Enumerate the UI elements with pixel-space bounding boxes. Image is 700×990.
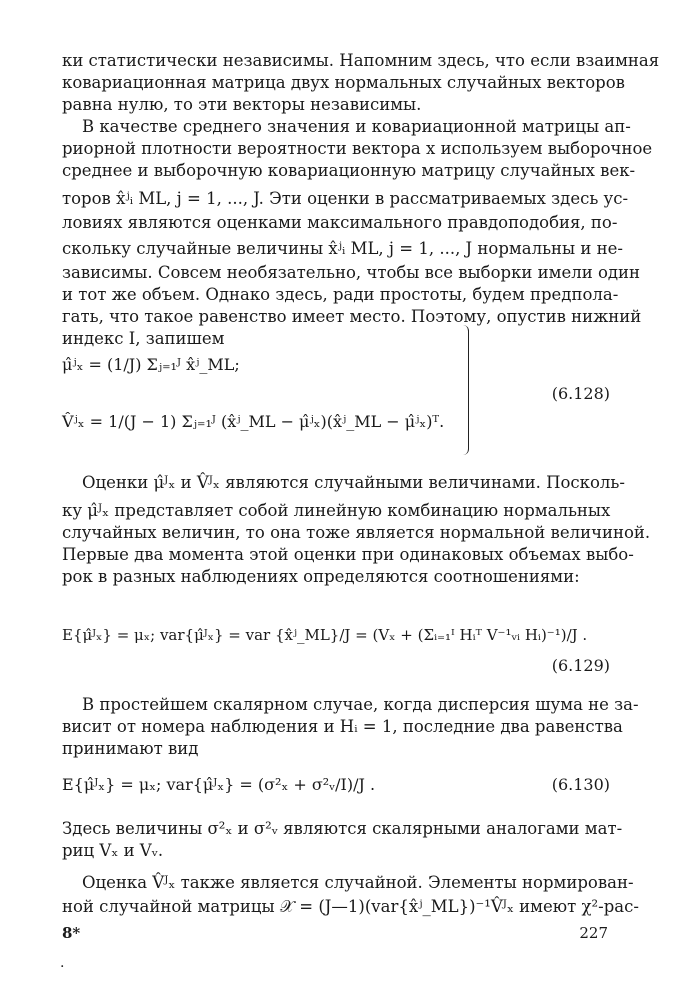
- text-line: индекс I, запишем: [62, 329, 225, 348]
- bottom-mark: .: [60, 955, 65, 971]
- equation-number: (6.130): [551, 775, 610, 794]
- text-line: риц Vₓ и Vᵥ.: [62, 841, 164, 860]
- page-number: 227: [579, 924, 608, 942]
- equation-6128-line1: μ̂ʲₓ = (1/J) Σⱼ₌₁ᴶ x̂ʲ_ML;: [62, 355, 240, 374]
- text-line: гать, что такое равенство имеет место. Поэтому, опустив нижний: [62, 307, 642, 326]
- text-line: и тот же объем. Однако здесь, ради простоты, будем предпола-: [62, 285, 619, 304]
- text-line: Первые два момента этой оценки при одинаковых объемах выбо-: [62, 545, 634, 564]
- equation-6130: E{μ̂ᴶₓ} = μₓ; var{μ̂ᴶₓ} = (σ²ₓ + σ²ᵥ/I)/J .: [62, 775, 376, 794]
- equation-number: (6.129): [551, 656, 610, 675]
- text-line: принимают вид: [62, 739, 199, 758]
- text-line: висит от номера наблюдения и Hᵢ = 1, последние два равенства: [62, 717, 623, 736]
- equation-number: (6.128): [551, 384, 610, 403]
- equation-brace: [462, 325, 469, 455]
- text-line: ловиях являются оценками максимального правдоподобия, по-: [62, 213, 618, 232]
- text-line: ной случайной матрицы 𝒳 = (J—1)(var{x̂ʲ_ML})⁻¹V̂ᴶₓ имеют χ²-рас-: [62, 897, 639, 916]
- text-line: В качестве среднего значения и ковариационной матрицы ап-: [82, 117, 631, 136]
- text-line: Оценки μ̂ᴶₓ и V̂ᴶₓ являются случайными величинами. Посколь-: [82, 473, 625, 492]
- text-line: В простейшем скалярном случае, когда дисперсия шума не за-: [82, 695, 639, 714]
- text-line: скольку случайные величины x̂ʲᵢ ML, j = 1, ..., J нормальны и не-: [62, 239, 623, 258]
- text-line: среднее и выборочную ковариационную матрицу случайных век-: [62, 161, 636, 180]
- text-line: рок в разных наблюдениях определяются соотношениями:: [62, 567, 580, 586]
- text-line: зависимы. Совсем необязательно, чтобы все выборки имели один: [62, 263, 641, 282]
- text-line: ковариационная матрица двух нормальных случайных векторов: [62, 73, 625, 92]
- text-line: торов x̂ʲᵢ ML, j = 1, ..., J. Эти оценки в рассматриваемых здесь ус-: [62, 189, 629, 208]
- equation-6128-line2: V̂ʲₓ = 1/(J − 1) Σⱼ₌₁ᴶ (x̂ʲ_ML − μ̂ʲₓ)(x̂ʲ_ML − μ̂ʲₓ)ᵀ.: [62, 412, 445, 431]
- text-line: ки статистически независимы. Напомним здесь, что если взаимная: [62, 51, 660, 70]
- text-line: Оценка V̂ᴶₓ также является случайной. Элементы нормирован-: [82, 873, 634, 892]
- text-line: Здесь величины σ²ₓ и σ²ᵥ являются скалярными аналогами мат-: [62, 819, 623, 838]
- text-line: ку μ̂ᴶₓ представляет собой линейную комбинацию нормальных: [62, 501, 611, 520]
- equation-6129: E{μ̂ᴶₓ} = μₓ; var{μ̂ᴶₓ} = var {x̂ʲ_ML}/J = (Vₓ + (Σᵢ₌₁ᴵ Hᵢᵀ V⁻¹ᵥᵢ Hᵢ)⁻¹)/J .: [62, 626, 588, 644]
- signature-mark: 8*: [62, 924, 81, 942]
- text-line: риорной плотности вероятности вектора x используем выборочное: [62, 139, 653, 158]
- text-line: случайных величин, то она тоже является нормальной величиной.: [62, 523, 651, 542]
- text-line: равна нулю, то эти векторы независимы.: [62, 95, 422, 114]
